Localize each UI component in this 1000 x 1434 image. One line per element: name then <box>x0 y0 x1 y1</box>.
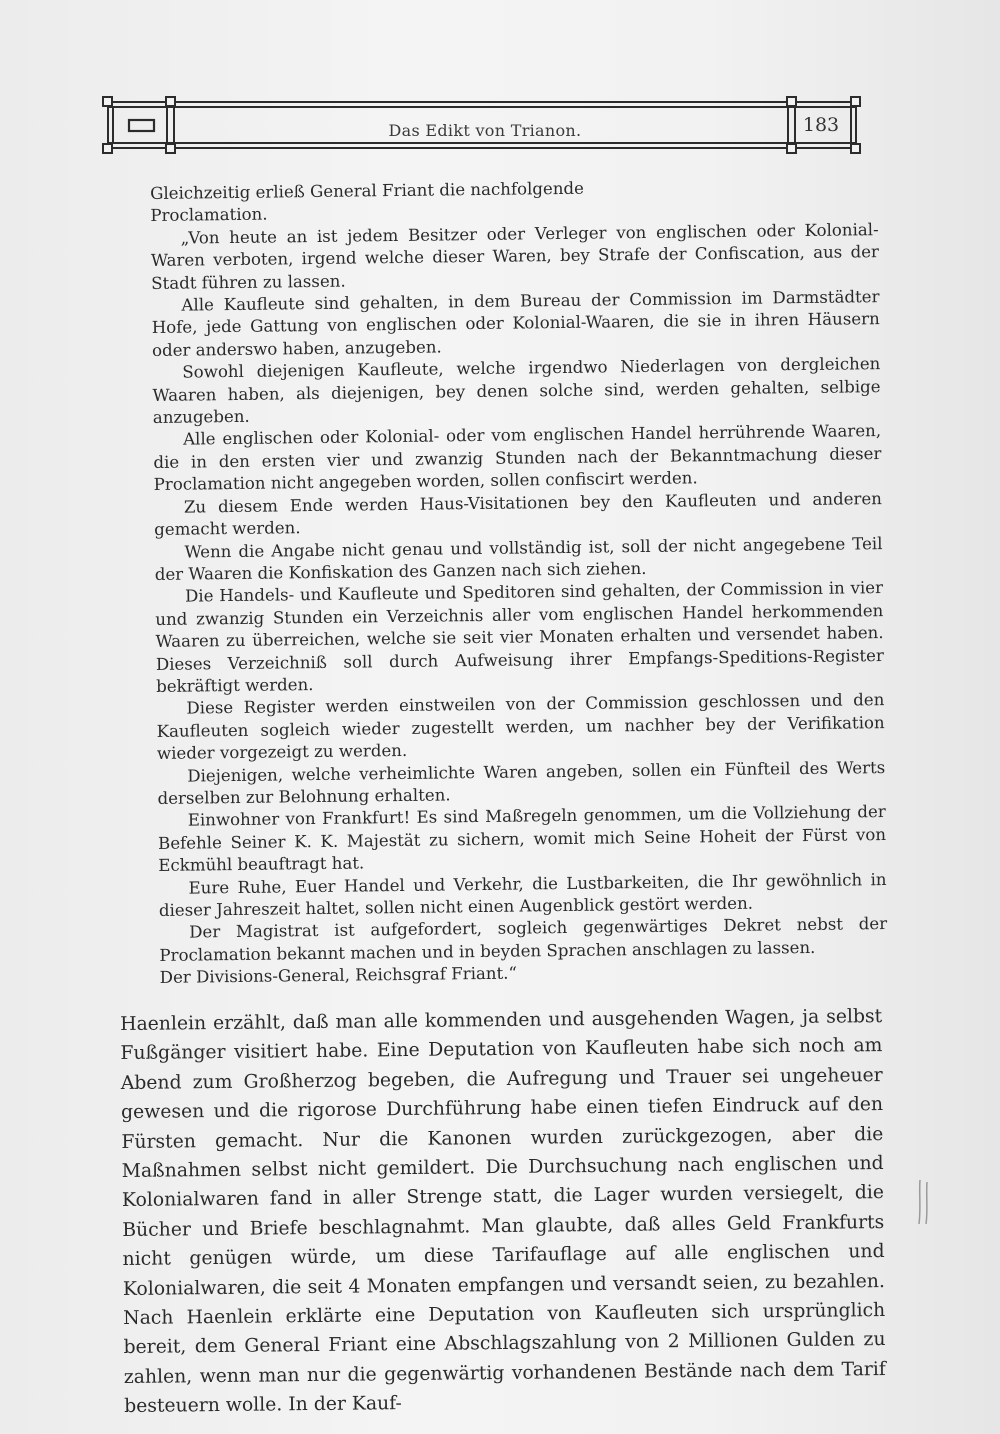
proclamation-paragraph: Alle Kaufleute sind gehalten, in dem Bureau der Commission im Darmstädter Hofe, jede Gattung von englischen oder Kolonial-Waaren, die sie in ihren Häusern oder anderswo haben, anzugeben. <box>151 287 880 360</box>
proclamation-paragraph: Sowohl diejenigen Kaufleute, welche irgendwo Niederlagen von dergleichen Waaren haben, als diejenigen, bey denen solche sind, werden gehalten, selbige anzugeben. <box>152 354 881 428</box>
proclamation-paragraph: Eure Ruhe, Euer Handel und Verkehr, die Lustbarkeiten, die Ihr gewöhnlich in dieser Jahreszeit haltet, sollen nicht einen Augenblick gestört werden. <box>158 869 887 920</box>
proclamation-paragraph: Alle englischen oder Kolonial- oder vom englischen Handel herrührende Waaren, die in den ersten vier und zwanzig Stunden nach der Bekanntmachung dieser Proclamation nicht angegeben worden, sollen confiscirt werden. <box>153 421 882 495</box>
proclamation-paragraph: Diejenigen, welche verheimlichte Waren angeben, sollen ein Fünfteil des Werts derselben zur Belohnung erhalten. <box>157 757 886 808</box>
margin-pencil-mark <box>916 1178 932 1226</box>
proclamation-paragraph: Einwohner von Frankfurt! Es sind Maßregeln genommen, um die Vollziehung der Befehle Seiner K. K. Majestät zu sichern, womit mich Seine Hoheit der Fürst von Eckmühl beauftragt hat. <box>157 802 887 876</box>
running-head-title: Das Edikt von Trianon. <box>388 121 582 140</box>
proclamation-paragraph: Wenn die Angabe nicht genau und vollständig ist, soll der nicht angegebene Teil der Waaren die Konfiskation des Ganzen nach sich ziehen. <box>154 533 883 584</box>
proclamation-paragraph: Die Handels- und Kaufleute und Speditoren sind gehalten, der Commission in vier und zwanzig Stunden ein Verzeichnis aller vom englischen Handel herkommenden Waaren zu überreichen, welche sie seit vier Monaten erhalten und versendet haben. Dieses Verzeichniß soll durch Aufweisung ihrer Empfangs-Speditions-Register bekräftigt werden. <box>155 578 884 696</box>
narrative-paragraph: Haenlein erzählt, daß man alle kommenden und ausgehenden Wagen, ja selbst Fußgänger visitiert habe. Eine Deputation von Kaufleuten habe sich noch am Abend zum Großherzog begeben, die Aufregung und Trauer sei ungeheuer gewesen und die rigorose Durchführung habe einen tiefen Eindruck auf den Fürsten gemacht. Nur die Kanonen wurden zurückgezogen, aber die Maßnahmen selbst nicht gemildert. Die Durchsuchung nach englischen und Kolonialwaren fand in aller Strenge statt, die Lager wurden versiegelt, die Bücher und Briefe beschlagnahmt. Man glaubte, daß alles Geld Frankfurts nicht genügen würde, um diese Tarifauflage auf alle englischen und Kolonialwaren, die seit 4 Monaten empfangen und versandt seien, zu bezahlen. Nach Haenlein erklärte eine Deputation von Kaufleuten sich ursprünglich bereit, dem General Friant eine Abschlagszahlung von 2 Millionen Gulden zu zahlen, wenn man nur die gegenwärtig vorhandenen Bestände nach dem Tarif besteuern wolle. In der Kauf- <box>120 1006 886 1418</box>
proclamation-section <box>150 174 888 989</box>
proclamation-signature: Der Divisions-General, Reichsgraf Friant.“ <box>159 963 518 988</box>
proclamation-paragraph: Diese Register werden einstweilen von der Commission geschlossen und den Kaufleuten sogleich wieder zugestellt werden, um nachher bey der Verifikation wieder vorgezeigt zu werden. <box>156 690 885 764</box>
proclamation-paragraph: Der Magistrat ist aufgefordert, sogleich gegenwärtiges Dekret nebst der Proclamation bekannt machen und in beyden Sprachen anschlagen zu lassen. <box>159 914 888 965</box>
proclamation-paragraph: „Von heute an ist jedem Besitzer oder Verleger von englischen oder Kolonial-Waren verboten, irgend welche dieser Waren, bey Strafe der Confiscation, aus der Stadt führen zu lassen. <box>150 219 880 293</box>
proclamation-title: Proclamation. <box>150 204 268 226</box>
proclamation-intro: Gleichzeitig erließ General Friant die nachfolgende <box>150 178 585 203</box>
page-number: 183 <box>802 114 840 136</box>
narrative-section <box>120 1002 886 1422</box>
proclamation-paragraph: Zu diesem Ende werden Haus-Visitationen bey den Kaufleuten und anderen gemacht werden. <box>154 488 883 540</box>
